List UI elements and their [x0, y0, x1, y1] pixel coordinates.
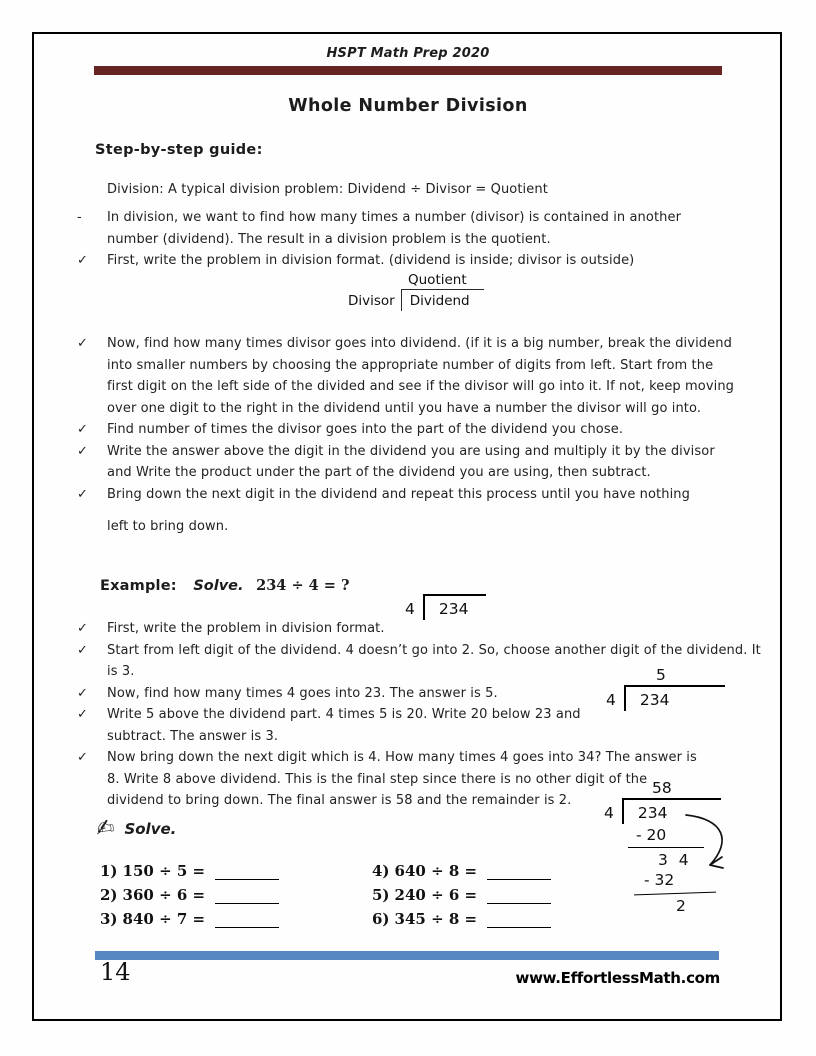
- division-work-step1: [405, 594, 486, 620]
- diagram-bracket-row: [348, 289, 484, 311]
- problem-number: 5): [372, 886, 390, 904]
- answer-blank: [487, 865, 551, 880]
- check-icon: ✓: [77, 621, 88, 636]
- example-heading: [100, 577, 349, 594]
- work3-bring-down-34: 3 4: [658, 851, 692, 869]
- writing-hand-icon: ✍: [94, 814, 117, 843]
- check-icon: ✓: [77, 750, 88, 765]
- problem-expression: 345 ÷ 8 =: [394, 910, 478, 928]
- guide-dash-item: [75, 207, 730, 250]
- list-item: [75, 704, 623, 747]
- problem-expression: 360 ÷ 6 =: [122, 886, 206, 904]
- problem-row: [372, 880, 551, 904]
- check-icon: ✓: [77, 422, 88, 437]
- division-format-diagram: [348, 272, 484, 311]
- work3-subtract-32: - 32: [644, 871, 675, 889]
- work3-remainder: 2: [676, 897, 686, 915]
- guide-dash-text: In division, we want to find how many times a number (divisor) is contained in another number (dividend). The result in a division problem is the quotient.: [107, 210, 682, 247]
- work2-quotient: 5: [656, 666, 666, 684]
- guide-check-list: [75, 333, 743, 538]
- answer-blank: [215, 913, 279, 928]
- page-number: 14: [100, 958, 131, 986]
- work3-subtract-20: - 20: [636, 826, 667, 844]
- footer-website: www.EffortlessMath.com: [515, 969, 720, 987]
- guide-check-text: Find number of times the divisor goes into the part of the dividend you chose.: [107, 422, 624, 437]
- division-work-final: [604, 779, 721, 915]
- page-title: Whole Number Division: [288, 96, 528, 116]
- answer-blank: [487, 889, 551, 904]
- guide-check-text: Now, find how many times divisor goes into dividend. (if it is a big number, break the dividend into smaller numbers by choosing the appropriate number of digits from left. Start from the first digit on the left side of the divided and see if the divisor will go into it. If not, keep moving over one digit to the right in the dividend until you have a number the divisor will go into.: [107, 336, 735, 416]
- answer-blank: [215, 889, 279, 904]
- list-item: [75, 441, 743, 484]
- header-divider-bar: [94, 66, 722, 75]
- book-header-title: HSPT Math Prep 2020: [326, 46, 490, 61]
- diagram-dividend-label: Dividend: [401, 289, 484, 311]
- dash-bullet: -: [77, 210, 82, 225]
- problem-expression: 840 ÷ 7 =: [122, 910, 206, 928]
- problem-column-right: [372, 856, 551, 928]
- list-item: [75, 484, 743, 506]
- problem-row: [372, 904, 551, 928]
- work3-quotient: 58: [652, 779, 672, 797]
- check-icon: ✓: [77, 685, 88, 701]
- division-work-step2: [606, 666, 725, 711]
- guide-heading: Step-by-step guide:: [95, 142, 263, 158]
- footer-divider-bar: [95, 951, 719, 960]
- check-icon: ✓: [77, 443, 88, 459]
- example-step-text: Now bring down the next digit which is 4. How many times 4 goes into 34? The answer is 8. Write 8 above dividend. This is the final step since there is no other digit of the dividend to bring down. The final answer is 58 and the remainder is 2.: [107, 750, 697, 808]
- guide-check-text: Write the answer above the digit in the dividend you are using and multiply it by the divisor and Write the product under the part of the dividend you are using, then subtract.: [107, 443, 715, 480]
- guide-check-format-text: First, write the problem in division format. (dividend is inside; divisor is outside): [107, 253, 635, 268]
- bring-down-arrow-icon: [680, 805, 750, 885]
- work2-divisor: 4: [606, 691, 616, 709]
- example-step-text: Start from left digit of the dividend. 4 doesn’t go into 2. So, choose another digit of the dividend. It is 3.: [107, 642, 761, 679]
- work1-divisor: 4: [405, 600, 415, 618]
- check-icon: ✓: [77, 486, 88, 502]
- problem-row: [100, 904, 279, 928]
- list-item: [75, 419, 743, 441]
- problem-number: 4): [372, 862, 390, 880]
- work1-dividend: 234: [423, 594, 487, 620]
- problem-expression: 240 ÷ 6 =: [394, 886, 478, 904]
- example-label: Example:: [100, 578, 177, 594]
- problem-number: 6): [372, 910, 390, 928]
- work3-rule-line: [634, 892, 716, 896]
- work2-dividend: 234: [624, 685, 726, 711]
- guide-check-format: [75, 250, 765, 272]
- guide-check-text: Bring down the next digit in the dividend and repeat this process until you have nothing: [107, 486, 691, 502]
- check-icon: ✓: [77, 707, 88, 722]
- example-step-text: Write 5 above the dividend part. 4 times 5 is 20. Write 20 below 23 and subtract. The answer is 3.: [107, 707, 581, 744]
- problem-number: 2): [100, 886, 118, 904]
- problem-row: [100, 880, 279, 904]
- problem-expression: 150 ÷ 5 =: [122, 862, 206, 880]
- list-item: [75, 333, 743, 419]
- example-step-text: First, write the problem in division format.: [107, 621, 385, 636]
- problem-number: 3): [100, 910, 118, 928]
- work3-dividend: 234: [622, 798, 722, 824]
- list-item: [75, 618, 767, 640]
- problem-expression: 640 ÷ 8 =: [394, 862, 478, 880]
- check-icon: ✓: [77, 642, 88, 658]
- division-bracket-row: [606, 685, 725, 711]
- problem-column-left: [100, 856, 279, 928]
- guide-intro: Division: A typical division problem: Dividend ÷ Divisor = Quotient: [107, 182, 548, 197]
- problem-row: [100, 856, 279, 880]
- example-step-text: Now, find how many times 4 goes into 23. The answer is 5.: [107, 685, 498, 701]
- example-expression: 234 ÷ 4 = ?: [256, 577, 350, 594]
- exercise-heading: [96, 816, 176, 841]
- answer-blank: [487, 913, 551, 928]
- work3-divisor: 4: [604, 804, 614, 822]
- diagram-quotient-label: Quotient: [408, 272, 467, 288]
- problem-row: [372, 856, 551, 880]
- answer-blank: [215, 865, 279, 880]
- problem-number: 1): [100, 862, 118, 880]
- example-solve-label: Solve.: [193, 578, 244, 594]
- exercise-heading-label: Solve.: [124, 819, 177, 838]
- guide-check-continuation: left to bring down.: [107, 519, 229, 534]
- division-bracket-row: [405, 594, 486, 620]
- check-icon: ✓: [77, 336, 88, 351]
- check-icon: ✓: [77, 253, 88, 268]
- diagram-divisor-label: Divisor: [348, 293, 395, 309]
